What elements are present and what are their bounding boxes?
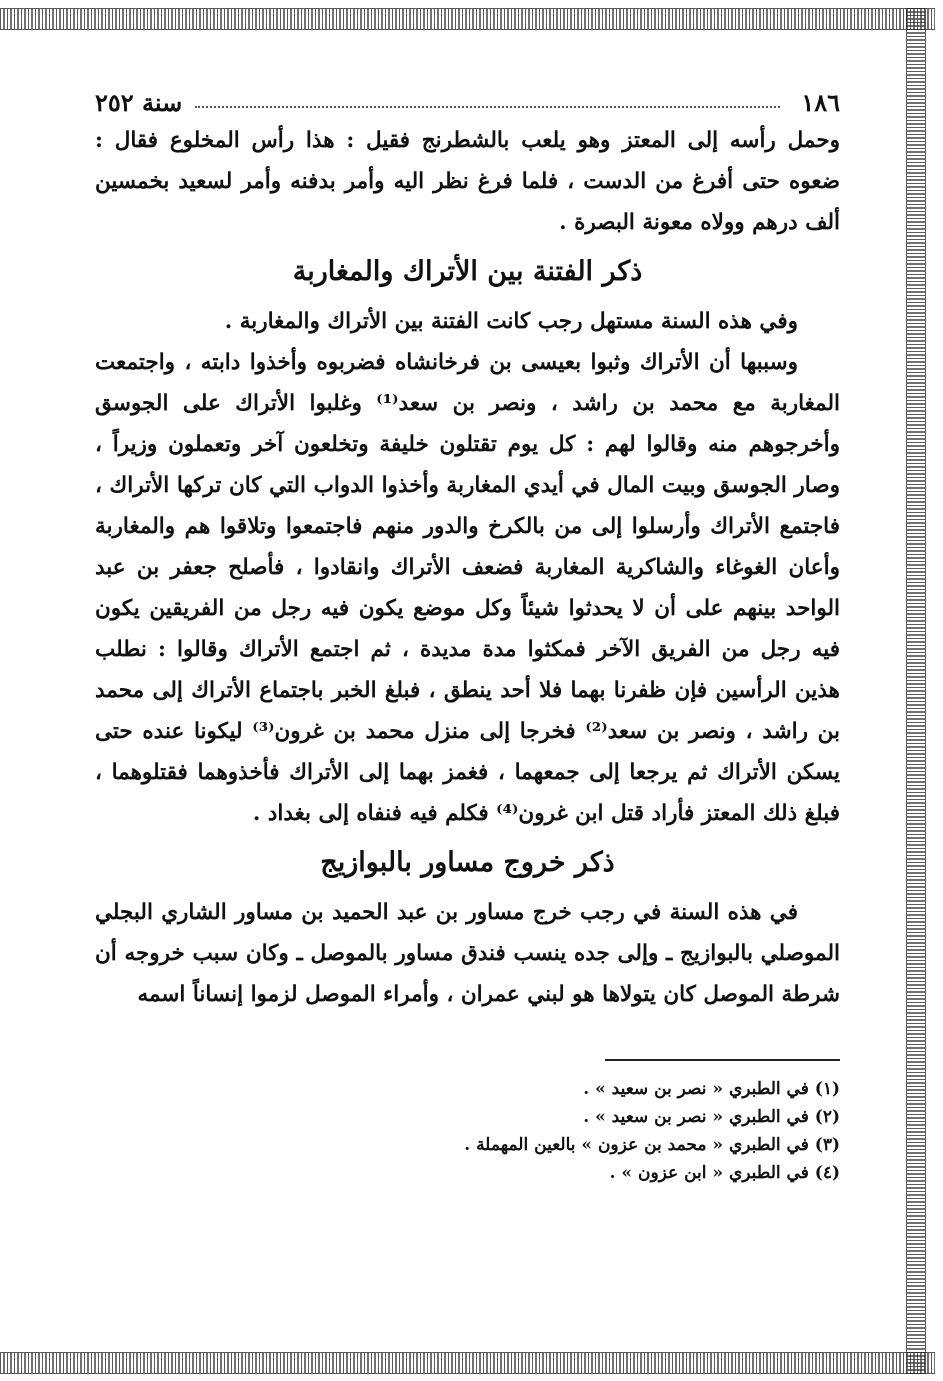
running-header	[95, 80, 840, 120]
paragraph-4: في هذه السنة في رجب خرج مساور بن عبد الحميد بن مساور الشاري البجلي الموصلي بالبوازيج ـ وإلى جده ينسب فندق مساور بالموصل ـ وكان سبب خروجه أن شرطة الموصل كان يتولاها هو لبني عمران ، وأمراء الموصل لزموا إنساناً اسمه	[95, 900, 840, 1007]
footnote-2: (٢) في الطبري « نصر بن سعيد » .	[583, 1107, 840, 1127]
decorative-border-top	[0, 8, 935, 30]
paragraph-1: وحمل رأسه إلى المعتز وهو يلعب بالشطرنج فقيل : هذا رأس المخلوع فقال : ضعوه حتى أفرغ من الدست ، فلما فرغ نظر اليه وأمر بدفنه وأمر لسعيد بخمسين ألف درهم وولاه معونة البصرة .	[95, 128, 840, 235]
page-number: ١٨٦	[801, 88, 840, 117]
paragraph-3: وسببها أن الأتراك وثبوا بعيسى بن فرخانشاه فضربوه وأخذوا دابته ، واجتمعت المغاربة مع محمد بن راشد ، ونصر بن سعد⁽¹⁾ وغلبوا الأتراك على الجوسق وأخرجوهم منه وقالوا لهم : كل يوم تقتلون خليفة وتخلعون آخر وتعملون وزيراً ، وصار الجوسق وبيت المال في أيدي المغاربة وأخذوا الدواب التي كان تركها الأتراك ، فاجتمع الأتراك وأرسلوا إلى من بالكرخ والدور منهم فاجتمعوا وتلاقوا هم والمغاربة وأعان الغوغاء والشاكرية المغاربة فضعف الأتراك وانقادوا ، فأصلح جعفر بن عبد الواحد بينهم على أن لا يحدثوا شيئاً وكل موضع يكون فيه رجل من الفريقين يكون فيه رجل من الفريق الآخر فمكثوا مدة مديدة ، ثم اجتمع الأتراك وقالوا : نطلب هذين الرأسين فإن ظفرنا بهما فلا أحد ينطق ، فبلغ الخبر باجتماع الأتراك إلى محمد بن راشد ، ونصر بن سعد⁽²⁾ فخرجا إلى منزل محمد بن غرون⁽³⁾ ليكونا عنده حتى يسكن الأتراك ثم يرجعا إلى جمعهما ، فغمز بهما إلى الأتراك فأخذوهما فقتلوهما ، فبلغ ذلك المعتز فأراد قتل ابن غرون⁽⁴⁾ فكلم فيه فنفاه إلى بغداد .	[95, 350, 841, 826]
header-dotted-rule	[195, 106, 780, 108]
footnote-1: (١) في الطبري « نصر بن سعيد » .	[583, 1079, 840, 1099]
decorative-border-right	[906, 8, 926, 1374]
section-heading-2: ذكر خروج مساور بالبوازيج	[320, 847, 615, 878]
footnote-rule	[605, 1059, 840, 1061]
year-label: سنة ٢٥٢	[95, 88, 183, 117]
footnotes	[95, 1075, 840, 1187]
paragraph-2: وفي هذه السنة مستهل رجب كانت الفتنة بين الأتراك والمغاربة .	[224, 309, 798, 334]
book-page	[95, 80, 840, 1187]
section-heading-1: ذكر الفتنة بين الأتراك والمغاربة	[292, 256, 643, 287]
footnote-4: (٤) في الطبري « ابن عزون » .	[609, 1163, 840, 1183]
footnote-3: (٣) في الطبري « محمد بن عزون » بالعين المهملة .	[464, 1135, 840, 1155]
decorative-border-bottom	[0, 1352, 935, 1374]
